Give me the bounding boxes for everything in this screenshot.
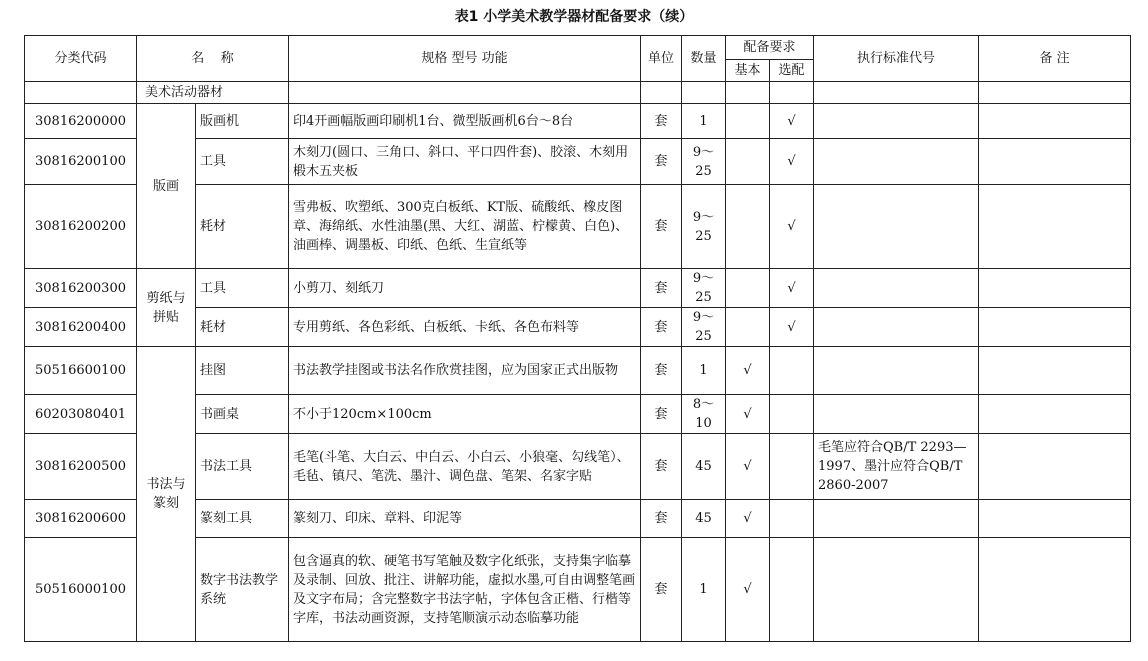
cell-name: 数字书法教学系统 [196,538,289,642]
header-row [25,36,1131,60]
cell-note [979,347,1131,395]
header-code: 分类代码 [25,36,137,82]
cell-name: 篆刻工具 [196,500,289,538]
header-optional: 选配 [770,60,814,82]
cell-unit: 套 [641,139,682,185]
cell-qty: 8～10 [682,395,726,434]
cell-name: 耗材 [196,185,289,269]
cell-note [979,308,1131,347]
cell-optional [770,434,814,500]
cell-unit: 套 [641,500,682,538]
cell-standard [814,538,979,642]
section-empty [25,82,137,104]
cell-standard [814,104,979,139]
cell-qty: 9～25 [682,269,726,308]
group-shufa: 书法与篆刻 [137,347,196,642]
cell-code: 50516600100 [25,347,137,395]
cell-code: 30816200300 [25,269,137,308]
header-basic: 基本 [726,60,770,82]
cell-basic [726,139,770,185]
cell-name: 版画机 [196,104,289,139]
cell-spec: 印4开画幅版画印刷机1台、微型版画机6台～8台 [289,104,641,139]
table-row [25,347,1131,395]
cell-standard [814,500,979,538]
cell-code: 30816200000 [25,104,137,139]
cell-optional: √ [770,139,814,185]
cell-unit: 套 [641,538,682,642]
header-qty: 数量 [682,36,726,82]
cell-code: 30816200400 [25,308,137,347]
cell-note [979,500,1131,538]
cell-optional: √ [770,308,814,347]
cell-spec: 小剪刀、刻纸刀 [289,269,641,308]
cell-note [979,139,1131,185]
cell-note [979,185,1131,269]
cell-standard [814,308,979,347]
cell-qty: 1 [682,104,726,139]
table-row [25,269,1131,308]
cell-spec: 毛笔(斗笔、大白云、中白云、小白云、小狼毫、勾线笔）、毛毡、镇尺、笔洗、墨汁、调色盘、笔架、名家字贴 [289,434,641,500]
cell-basic: √ [726,347,770,395]
cell-qty: 45 [682,500,726,538]
cell-basic: √ [726,395,770,434]
cell-optional: √ [770,269,814,308]
cell-spec: 专用剪纸、各色彩纸、白板纸、卡纸、各色布料等 [289,308,641,347]
cell-spec: 包含逼真的软、硬笔书写笔触及数字化纸张，支持集字临摹及录制、回放、批注、讲解功能，虚拟水墨,可自由调整笔画及文字布局；含完整数字书法字帖，字体包含正楷、行楷等字库，书法动画资源，支持笔顺演示动态临摹功能 [289,538,641,642]
cell-basic [726,308,770,347]
table-row [25,104,1131,139]
cell-qty: 45 [682,434,726,500]
cell-spec: 篆刻刀、印床、章料、印泥等 [289,500,641,538]
cell-optional: √ [770,185,814,269]
cell-unit: 套 [641,185,682,269]
cell-qty: 9～25 [682,185,726,269]
cell-unit: 套 [641,434,682,500]
cell-spec: 木刻刀(圆口、三角口、斜口、平口四件套)、胶滚、木刻用椴木五夹板 [289,139,641,185]
cell-name: 书画桌 [196,395,289,434]
cell-spec: 雪弗板、吹塑纸、300克白板纸、KT版、硫酸纸、橡皮图章、海绵纸、水性油墨(黑、大红、湖蓝、柠檬黄、白色)、油画棒、调墨板、印纸、色纸、生宣纸等 [289,185,641,269]
cell-standard [814,139,979,185]
cell-spec: 书法教学挂图或书法名作欣赏挂图，应为国家正式出版物 [289,347,641,395]
header-requirement: 配备要求 [726,36,814,60]
cell-code: 30816200200 [25,185,137,269]
cell-optional: √ [770,104,814,139]
cell-optional [770,347,814,395]
cell-unit: 套 [641,104,682,139]
cell-note [979,104,1131,139]
cell-note [979,395,1131,434]
section-label: 美术活动器材 [137,82,289,104]
header-name: 名 称 [137,36,289,82]
cell-qty: 1 [682,538,726,642]
cell-code: 30816200600 [25,500,137,538]
cell-unit: 套 [641,395,682,434]
table-title: 表1 小学美术教学器材配备要求（续） [454,9,694,25]
section-row [25,82,1131,104]
cell-note [979,269,1131,308]
cell-unit: 套 [641,308,682,347]
equipment-table [24,35,1131,642]
cell-name: 工具 [196,269,289,308]
cell-basic: √ [726,500,770,538]
cell-qty: 1 [682,347,726,395]
header-note: 备 注 [979,36,1131,82]
cell-code: 60203080401 [25,395,137,434]
cell-standard [814,185,979,269]
cell-name: 工具 [196,139,289,185]
cell-note [979,434,1131,500]
header-unit: 单位 [641,36,682,82]
header-spec: 规格 型号 功能 [289,36,641,82]
cell-basic: √ [726,434,770,500]
cell-basic: √ [726,538,770,642]
cell-standard: 毛笔应符合QB/T 2293—1997、墨汁应符合QB/T 2860-2007 [814,434,979,500]
cell-unit: 套 [641,269,682,308]
cell-code: 50516000100 [25,538,137,642]
cell-code: 30816200500 [25,434,137,500]
cell-standard [814,269,979,308]
group-jianzhi: 剪纸与拼贴 [137,269,196,347]
cell-qty: 9～25 [682,139,726,185]
cell-standard [814,395,979,434]
cell-unit: 套 [641,347,682,395]
cell-basic [726,269,770,308]
cell-standard [814,347,979,395]
cell-name: 挂图 [196,347,289,395]
cell-qty: 9～25 [682,308,726,347]
cell-note [979,538,1131,642]
cell-basic [726,185,770,269]
cell-code: 30816200100 [25,139,137,185]
cell-spec: 不小于120cm×100cm [289,395,641,434]
cell-basic [726,104,770,139]
cell-name: 耗材 [196,308,289,347]
cell-optional [770,500,814,538]
cell-optional [770,538,814,642]
header-standard: 执行标准代号 [814,36,979,82]
cell-name: 书法工具 [196,434,289,500]
group-banhua: 版画 [137,104,196,269]
cell-optional [770,395,814,434]
